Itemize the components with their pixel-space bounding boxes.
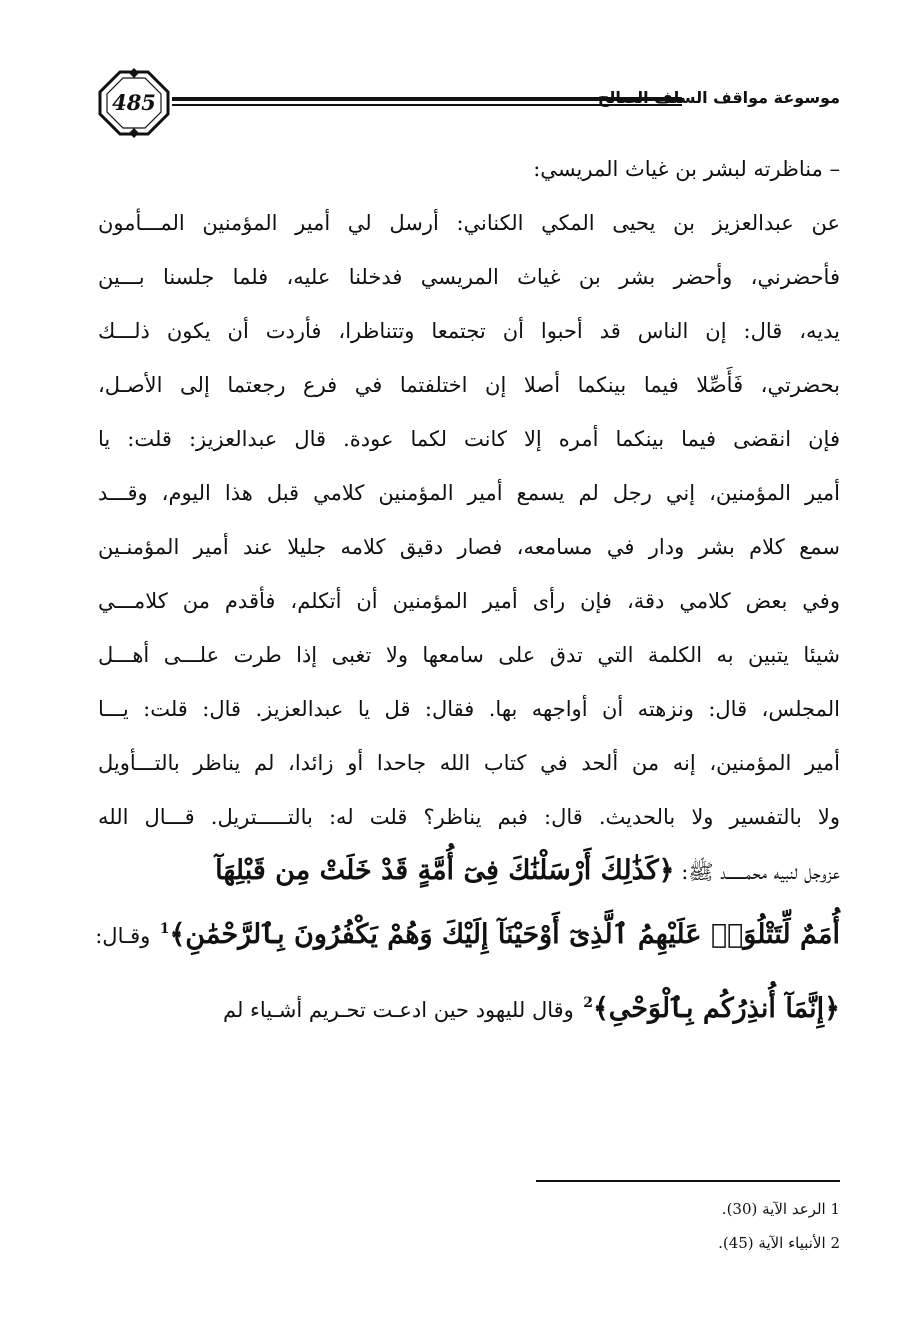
text-line: عن عبدالعزيز بن يحيى المكي الكناني: أرسل لي أمير المؤمنين المـــأمون bbox=[98, 211, 840, 235]
text-line: يديه، قال: إن الناس قد أحبوا أن تجتمعا وتتناظرا، فأردت أن يكون ذلـــك bbox=[98, 319, 840, 343]
footnote-separator bbox=[536, 1180, 840, 1182]
text-line: فإن انقضى فيما بينكما أمره إلا كانت لكما عودة. قال عبدالعزيز: قلت: يا bbox=[98, 427, 840, 451]
quran-verse-1-start: ﴿كَذَٰلِكَ أَرْسَلْنَٰكَ فِىٓ أُمَّةٍ قَدْ خَلَتْ مِن قَبْلِهَآ bbox=[215, 855, 675, 886]
page-number: 485 bbox=[112, 90, 156, 115]
text-line: ولا بالتفسير ولا بالحديث. قال: فبم يناظر؟ قلت له: بالتـــــتريل. قـــال الله bbox=[98, 805, 840, 829]
text-line: بحضرتي، فَأَصِّلا فيما بينكما أصلا إن اختلفتما في فرع رجعتما إلى الأصـل، bbox=[98, 373, 840, 397]
verse-line bbox=[95, 898, 840, 972]
text-line: وفي بعض كلامي دقة، فإن رأى أمير المؤمنين أن أتكلم، فأقدم من كلامـــي bbox=[98, 589, 840, 613]
quran-verse-2: ﴿إِنَّمَآ أُنذِرُكُم بِٱلْوَحْىِ﴾ bbox=[592, 993, 840, 1024]
text-line: سمع كلام بشر ودار في مسامعه، فصار دقيق كلامه جليلا عند أمير المؤمنـين bbox=[98, 535, 840, 559]
section-heading: – مناظرته لبشر بن غياث المريسي: bbox=[533, 157, 840, 181]
text-line: أمير المؤمنين، إنه من ألحد في كتاب الله جاحدا أو زائدا، لم يناظر بالتـــأويل bbox=[98, 751, 840, 775]
text-line-end: وقال لليهود حين ادعـت تحـريم أشـياء لم bbox=[223, 998, 574, 1022]
footnote-ref-2: 2 bbox=[583, 995, 593, 1011]
footnote-2: 2 الأنبياء الآية (45). bbox=[718, 1234, 840, 1252]
verse-transition: وقـال: bbox=[95, 924, 151, 948]
text-line: أمير المؤمنين، إني رجل لم يسمع أمير المؤمنين كلامي قبل هذا اليوم، وقـــد bbox=[98, 481, 840, 505]
footnotes bbox=[440, 1192, 840, 1260]
verse-intro-line bbox=[98, 844, 840, 898]
verse-line bbox=[98, 972, 840, 1046]
quran-verse-1-end: أُمَمٌ لِّتَتْلُوَا۟ عَلَيْهِمُ ٱلَّذِىٓ أَوْحَيْنَآ إِلَيْكَ وَهُمْ يَكْفُرُونَ بِٱلرَّحْمَٰنِ﴾ bbox=[169, 919, 840, 950]
book-title: موسوعة مواقف السلف الصالح bbox=[597, 88, 840, 107]
main-text bbox=[95, 142, 840, 1046]
text-line: شيئا يتبين به الكلمة التي تدق على سامعها ولا تغبى إذا طرت علـــى أهـــل bbox=[98, 643, 840, 667]
verse-intro: عزوجل لنبيه محمـــــــد ﷺ: bbox=[681, 860, 840, 884]
text-line: المجلس، قال: ونزهته أن أواجهه بها. فقال: قل يا عبدالعزيز. قال: قلت: يـــا bbox=[98, 697, 840, 721]
page-number-badge bbox=[98, 68, 170, 138]
text-line: فأحضرني، وأحضر بشر بن غياث المريسي فدخلنا عليه، فلما جلسنا بـــين bbox=[98, 265, 840, 289]
page-header bbox=[98, 68, 840, 138]
footnote-1: 1 الرعد الآية (30). bbox=[721, 1200, 840, 1218]
footnote-ref-1: 1 bbox=[159, 921, 170, 937]
